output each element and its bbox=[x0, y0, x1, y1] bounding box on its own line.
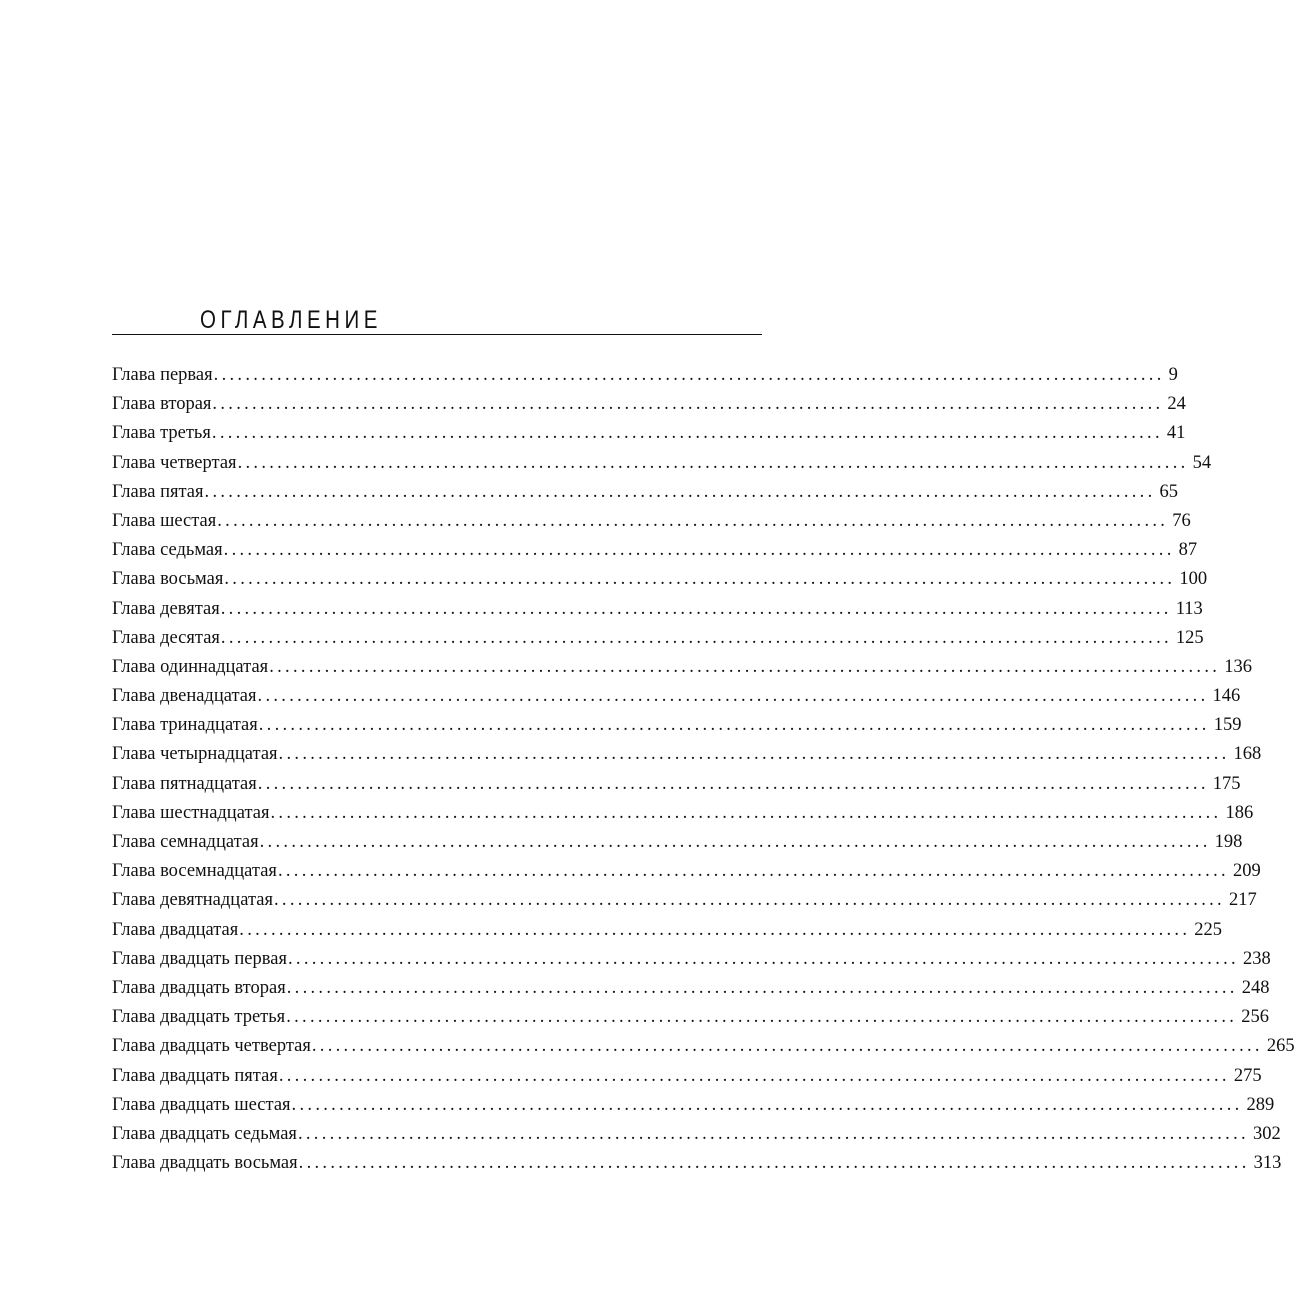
toc-entry[interactable] bbox=[112, 770, 1241, 799]
toc-entry[interactable] bbox=[112, 1091, 1275, 1120]
toc-entry[interactable] bbox=[112, 624, 1204, 653]
toc-entry-title: Глава вторая bbox=[112, 394, 212, 415]
toc-dot-leader: ........................................................................................................................ bbox=[291, 1094, 1243, 1115]
toc-entry-title: Глава девятнадцатая bbox=[112, 890, 273, 911]
toc-entry-title: Глава тринадцатая bbox=[112, 715, 258, 736]
toc-entry-title: Глава двадцать пятая bbox=[112, 1065, 278, 1086]
toc-entry-title: Глава двадцать третья bbox=[112, 1007, 286, 1028]
toc-entry[interactable] bbox=[112, 886, 1257, 915]
toc-entry-title: Глава восьмая bbox=[112, 569, 224, 590]
toc-entry[interactable] bbox=[112, 1120, 1281, 1149]
toc-entry-title: Глава восемнадцатая bbox=[112, 861, 277, 882]
toc-heading bbox=[112, 306, 762, 335]
toc-entry-title: Глава шестнадцатая bbox=[112, 802, 270, 823]
toc-dot-leader: ........................................................................................................................ bbox=[239, 919, 1191, 940]
toc-entry-title: Глава двадцать четвертая bbox=[112, 1036, 311, 1057]
toc-dot-leader: ........................................................................................................................ bbox=[220, 627, 1172, 648]
toc-dot-leader: ........................................................................................................................ bbox=[269, 656, 1221, 677]
toc-entry[interactable] bbox=[112, 799, 1254, 828]
toc-entry-title: Глава третья bbox=[112, 423, 211, 444]
toc-entry-title: Глава двадцать седьмая bbox=[112, 1123, 297, 1144]
toc-entry-title: Глава двадцать вторая bbox=[112, 977, 286, 998]
toc-dot-leader: ........................................................................................................................ bbox=[213, 365, 1165, 385]
toc-dot-leader: ........................................................................................................................ bbox=[258, 715, 1210, 736]
toc-entry-page: 9 bbox=[1168, 365, 1178, 385]
toc-entry[interactable] bbox=[112, 1062, 1262, 1091]
toc-entry-title: Глава десятая bbox=[112, 627, 220, 648]
toc-dot-leader: ........................................................................................................................ bbox=[278, 1065, 1230, 1086]
toc-entry[interactable] bbox=[112, 682, 1241, 711]
toc-entry-page: 87 bbox=[1178, 540, 1198, 561]
toc-entry[interactable] bbox=[112, 507, 1191, 536]
toc-entry[interactable] bbox=[112, 1032, 1295, 1061]
toc-entry-page: 125 bbox=[1175, 627, 1204, 648]
toc-entry-page: 41 bbox=[1166, 423, 1186, 444]
toc-entry-page: 238 bbox=[1242, 948, 1271, 969]
toc-entry[interactable] bbox=[112, 857, 1261, 886]
toc-entry-page: 168 bbox=[1233, 744, 1262, 765]
toc-entry[interactable] bbox=[112, 653, 1252, 682]
toc-dot-leader: ........................................................................................................................ bbox=[286, 1007, 1238, 1028]
toc-entry-page: 302 bbox=[1252, 1123, 1281, 1144]
toc-heading-title: ОГЛАВЛЕНИЕ bbox=[200, 306, 382, 334]
toc-entry-title: Глава двадцать шестая bbox=[112, 1094, 291, 1115]
toc-entry[interactable] bbox=[112, 1149, 1282, 1178]
toc-dot-leader: ........................................................................................................................ bbox=[273, 890, 1225, 911]
toc-entry-page: 225 bbox=[1194, 919, 1223, 940]
toc-entry-page: 217 bbox=[1228, 890, 1257, 911]
toc-list bbox=[112, 361, 1295, 1178]
toc-dot-leader: ........................................................................................................................ bbox=[259, 832, 1211, 852]
toc-entry-page: 248 bbox=[1241, 977, 1270, 998]
toc-entry-page: 198 bbox=[1214, 832, 1243, 852]
toc-entry[interactable] bbox=[112, 419, 1186, 448]
toc-entry[interactable] bbox=[112, 916, 1223, 945]
toc-entry-title: Глава двадцатая bbox=[112, 919, 239, 940]
toc-entry-title: Глава пятая bbox=[112, 481, 204, 502]
toc-dot-leader: ........................................................................................................................ bbox=[204, 481, 1156, 502]
toc-entry[interactable] bbox=[112, 974, 1270, 1003]
toc-entry-page: 65 bbox=[1159, 481, 1179, 502]
toc-entry-page: 209 bbox=[1232, 861, 1261, 882]
toc-entry[interactable] bbox=[112, 1003, 1269, 1032]
toc-entry-page: 256 bbox=[1241, 1007, 1269, 1028]
toc-entry-title: Глава четырнадцатая bbox=[112, 744, 278, 765]
toc-entry[interactable] bbox=[112, 828, 1243, 857]
toc-dot-leader: ........................................................................................................................ bbox=[211, 423, 1163, 444]
toc-entry-title: Глава семнадцатая bbox=[112, 832, 259, 852]
toc-entry-page: 54 bbox=[1192, 452, 1212, 473]
toc-dot-leader: ........................................................................................................................ bbox=[278, 744, 1230, 765]
toc-dot-leader: ........................................................................................................................ bbox=[277, 861, 1229, 882]
toc-dot-leader: ........................................................................................................................ bbox=[257, 773, 1209, 794]
toc-entry-title: Глава двенадцатая bbox=[112, 686, 257, 707]
toc-entry-page: 136 bbox=[1224, 656, 1252, 677]
toc-entry-title: Глава четвертая bbox=[112, 452, 237, 473]
toc-entry-title: Глава одиннадцатая bbox=[112, 656, 269, 677]
toc-entry-page: 289 bbox=[1246, 1094, 1275, 1115]
toc-entry-page: 100 bbox=[1179, 569, 1208, 590]
toc-entry[interactable] bbox=[112, 565, 1208, 594]
toc-dot-leader: ........................................................................................................................ bbox=[257, 686, 1209, 707]
toc-entry[interactable] bbox=[112, 711, 1242, 740]
toc-entry-title: Глава двадцать восьмая bbox=[112, 1153, 298, 1174]
toc-dot-leader: ........................................................................................................................ bbox=[220, 598, 1172, 619]
toc-dot-leader: ........................................................................................................................ bbox=[297, 1123, 1249, 1144]
toc-entry[interactable] bbox=[112, 595, 1203, 624]
toc-entry[interactable] bbox=[112, 945, 1271, 974]
toc-entry-title: Глава пятнадцатая bbox=[112, 773, 257, 794]
toc-dot-leader: ........................................................................................................................ bbox=[217, 510, 1169, 531]
toc-dot-leader: ........................................................................................................................ bbox=[237, 452, 1189, 473]
toc-dot-leader: ........................................................................................................................ bbox=[287, 948, 1239, 969]
toc-entry-page: 146 bbox=[1212, 686, 1241, 707]
toc-entry-page: 265 bbox=[1266, 1036, 1295, 1057]
toc-dot-leader: ........................................................................................................................ bbox=[224, 569, 1176, 590]
toc-entry-page: 175 bbox=[1212, 773, 1241, 794]
toc-entry[interactable] bbox=[112, 536, 1198, 565]
toc-entry-page: 313 bbox=[1253, 1153, 1282, 1174]
toc-entry[interactable] bbox=[112, 740, 1262, 769]
toc-entry[interactable] bbox=[112, 478, 1179, 507]
toc-entry-title: Глава первая bbox=[112, 365, 213, 385]
toc-dot-leader: ........................................................................................................................ bbox=[311, 1036, 1263, 1057]
toc-entry-page: 76 bbox=[1172, 510, 1191, 531]
toc-entry-page: 186 bbox=[1225, 802, 1254, 823]
toc-dot-leader: ........................................................................................................................ bbox=[298, 1153, 1250, 1174]
toc-entry-page: 24 bbox=[1167, 394, 1186, 415]
toc-dot-leader: ........................................................................................................................ bbox=[270, 802, 1222, 823]
toc-entry-title: Глава шестая bbox=[112, 510, 217, 531]
toc-entry-page: 275 bbox=[1233, 1065, 1262, 1086]
toc-entry-page: 159 bbox=[1213, 715, 1242, 736]
toc-entry[interactable] bbox=[112, 390, 1186, 419]
toc-entry-title: Глава седьмая bbox=[112, 540, 223, 561]
toc-entry-title: Глава девятая bbox=[112, 598, 220, 619]
toc-entry-page: 113 bbox=[1175, 598, 1203, 619]
toc-dot-leader: ........................................................................................................................ bbox=[286, 977, 1238, 998]
toc-dot-leader: ........................................................................................................................ bbox=[223, 540, 1175, 561]
toc-entry[interactable] bbox=[112, 449, 1212, 478]
toc-dot-leader: ........................................................................................................................ bbox=[212, 394, 1164, 415]
toc-entry-title: Глава двадцать первая bbox=[112, 948, 287, 969]
toc-entry[interactable] bbox=[112, 361, 1178, 390]
